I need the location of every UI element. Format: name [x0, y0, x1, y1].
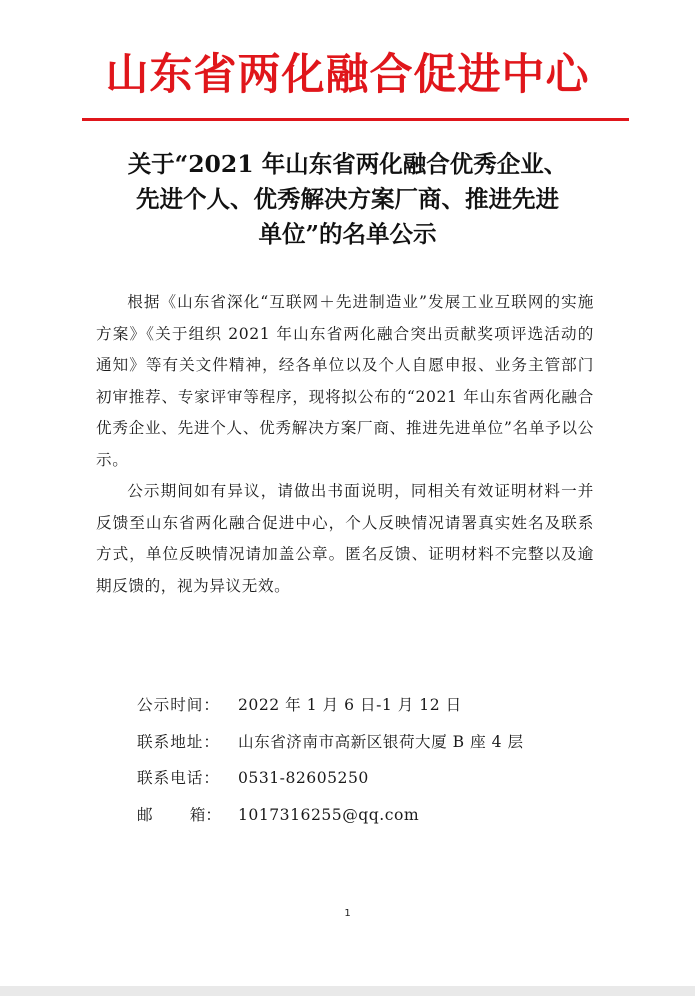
email-label-part: 箱： — [189, 805, 221, 824]
body-paragraph: 公示期间如有异议，请做出书面说明，同相关有效证明材料一并反馈至山东省两化融合促进中心，个人反映情况请署真实姓名及联系方式，单位反映情况请加盖公章。匿名反馈、证明材料不完整以及逾期反馈的，视为异议无效。 — [96, 482, 594, 595]
email-value: 1017316255@qq.com — [238, 805, 420, 824]
document-title-line: 单位”的名单公示 — [258, 220, 437, 248]
publicity-period-value: 2022 年 1 月 6 日-1 月 12 日 — [238, 696, 462, 714]
body-paragraph: 根据《山东省深化“互联网＋先进制造业”发展工业互联网的实施方案》《关于组织 2021 年山东省两化融合突出贡献奖项评选活动的通知》等有关文件精神，经各单位以及个人自愿申报、业务主管部门初审推荐、专家评审等程序，现将拟公布的“2021 年山东省两化融合优秀企业、先进个人、优秀解决方案厂商、推进先进单位”名单予以公示。 — [96, 293, 594, 469]
email-label — [137, 797, 221, 834]
document-title-line: 先进个人、优秀解决方案厂商、推进先进 — [136, 185, 559, 213]
phone-label: 联系电话： — [137, 769, 220, 787]
address-value: 山东省济南市高新区银荷大厦 B 座 4 层 — [238, 732, 524, 751]
publicity-period-row — [137, 687, 524, 724]
contact-info — [137, 687, 524, 833]
letterhead-title: 山东省两化融合促进中心 — [105, 50, 590, 100]
address-label: 联系地址： — [137, 732, 220, 751]
email-label-part: 邮 — [137, 805, 153, 824]
address-row — [137, 724, 524, 761]
phone-row — [137, 760, 524, 797]
letterhead-divider — [82, 118, 629, 121]
publicity-period-label: 公示时间： — [137, 696, 220, 714]
document-body — [96, 287, 594, 602]
document-title — [70, 147, 625, 252]
page-number: 1 — [344, 908, 351, 919]
email-row — [137, 797, 524, 834]
phone-value: 0531-82605250 — [238, 769, 369, 787]
document-title-line: 关于“2021 年山东省两化融合优秀企业、 — [127, 150, 568, 178]
